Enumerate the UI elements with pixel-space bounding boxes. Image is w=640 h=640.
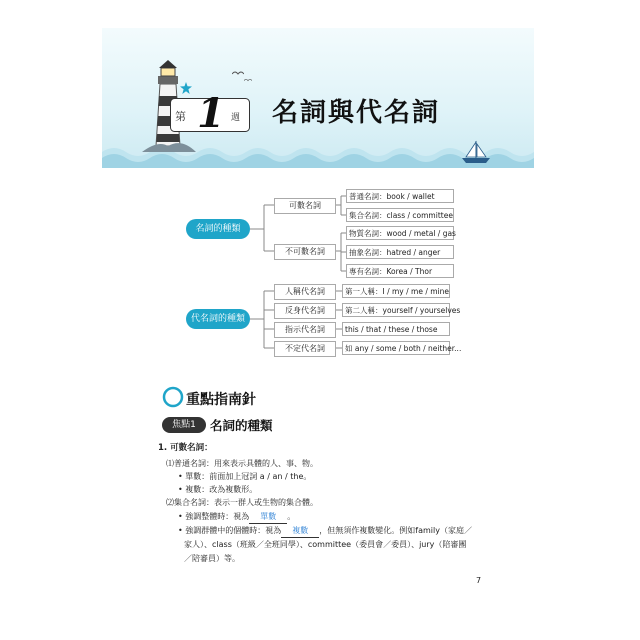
bird-icon	[244, 78, 252, 82]
chapter-title: 名詞與代名詞	[272, 98, 441, 128]
subheading-countable: 1. 可數名詞：	[158, 443, 213, 453]
answer-blank-singular: 單數	[249, 511, 287, 524]
text-examples-line1: 家人）、class（班級／全班同學）、committee（委員會／委員）、jury（陪審團	[184, 540, 467, 549]
leaf-common-noun: 普通名詞：book / wallet	[346, 189, 454, 203]
leaf-demonstrative-pronoun: this / that / these / those	[342, 322, 450, 336]
focus-title: 名詞的種類	[210, 418, 273, 433]
compass-icon	[162, 386, 184, 408]
chapter-banner	[102, 28, 534, 168]
text-plural: • 複數：改為複數形。	[178, 485, 258, 494]
leaf-collective-noun: 集合名詞：class / committee	[346, 208, 454, 222]
leaf-abstract-noun: 抽象名詞：hatred / anger	[346, 245, 454, 259]
demonstrative-pronoun-box: 指示代名詞	[274, 322, 336, 338]
pronoun-types-pill: 代名詞的種類	[186, 309, 250, 329]
focus-badge: 焦點1	[162, 417, 206, 433]
noun-diagram	[184, 188, 462, 388]
indefinite-pronoun-box: 不定代名詞	[274, 341, 336, 357]
star-icon	[180, 82, 192, 94]
noun-types-pill: 名詞的種類	[186, 219, 250, 239]
text-emphasize-whole-a: • 強調整體時：視為	[178, 512, 250, 521]
text-emphasize-individual-c: ，但無須作複數變化。例如family（家庭／	[319, 526, 472, 535]
section-heading	[162, 386, 282, 410]
personal-pronoun-box: 人稱代名詞	[274, 284, 336, 300]
leaf-reflexive-pronoun: 第二人稱：yourself / yourselves	[342, 303, 450, 317]
leaf-material-noun: 物質名詞：wood / metal / gas	[346, 226, 454, 240]
text-collective-noun: ⑵集合名詞：表示一群人或生物的集合體。	[166, 498, 318, 507]
leaf-personal-pronoun: 第一人稱：I / my / me / mine	[342, 284, 450, 298]
countable-box: 可數名詞	[274, 198, 336, 214]
uncountable-box: 不可數名詞	[274, 244, 336, 260]
ship-icon	[458, 140, 494, 164]
text-singular: • 單數：前面加上冠詞 a / an / the。	[178, 472, 312, 481]
leaf-indefinite-pronoun: 如 any / some / both / neither...	[342, 341, 450, 355]
text-emphasize-whole	[178, 511, 295, 524]
text-emphasize-individual-a: • 強調群體中的個體時：視為	[178, 526, 282, 535]
page-number: 7	[476, 576, 482, 585]
week-prefix: 第	[175, 110, 186, 123]
week-number: 1	[197, 90, 225, 137]
text-emphasize-individual	[178, 525, 472, 538]
text-emphasize-whole-c: 。	[287, 512, 296, 521]
text-examples-line2: ／陪審員）等。	[184, 554, 240, 563]
reflexive-pronoun-box: 反身代名詞	[274, 303, 336, 319]
answer-blank-plural: 複數	[281, 525, 319, 538]
leaf-proper-noun: 專有名詞：Korea / Thor	[346, 264, 454, 278]
textbook-page	[102, 28, 534, 604]
text-common-noun: ⑴普通名詞：用來表示具體的人、事、物。	[166, 459, 318, 468]
week-suffix: 週	[231, 113, 241, 123]
section-title: 重點指南針	[186, 392, 256, 408]
bird-icon	[232, 70, 244, 76]
